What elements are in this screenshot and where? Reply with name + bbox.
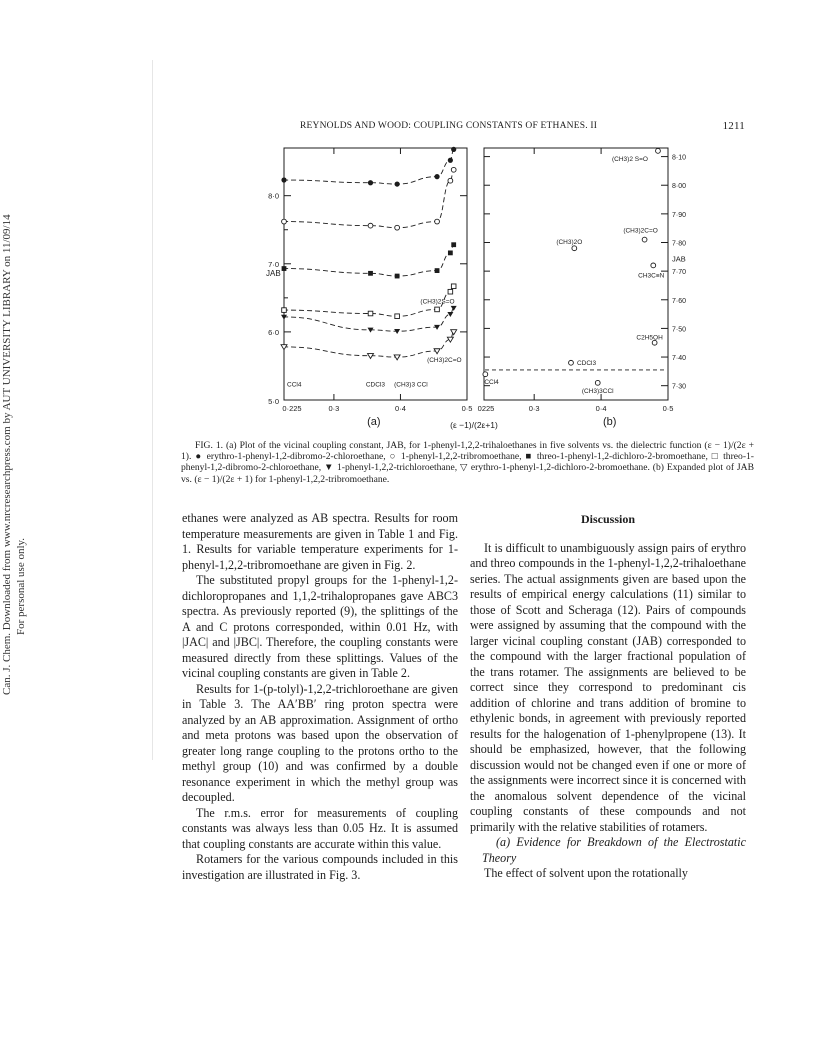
right-paragraph: The effect of solvent upon the rotationally bbox=[484, 866, 688, 880]
open-circle-marker bbox=[448, 178, 453, 183]
running-header bbox=[300, 121, 745, 137]
right-column bbox=[470, 511, 746, 882]
filled-circle-marker bbox=[434, 174, 439, 179]
panel-b-y-tick-label: 7·60 bbox=[672, 297, 687, 305]
panel-a-x-tick-label: 0·4 bbox=[395, 404, 406, 413]
left-paragraph: Results for 1-(p-tolyl)-1,2,2-trichloroethane are given in Table 3. The AA′BB′ ring proton spectra were analyzed by an AB approximation. Assignment of ortho and meta protons was based upon the observation of greater long range coupling to the protons ortho to the methyl group (10) and was confirmed by a double resonance experiment in which the methyl group was decoupled. bbox=[182, 681, 458, 804]
left-column bbox=[182, 511, 458, 883]
page-number: 1211 bbox=[722, 120, 745, 132]
left-paragraph: Rotamers for the various compounds included in this investigation are illustrated in Fig. 3. bbox=[182, 852, 458, 882]
panel-b-point bbox=[651, 263, 656, 268]
left-paragraph: ethanes were analyzed as AB spectra. Results for room temperature measurements are given in Table 1 and Fig. 1. Results for variable temperature experiments for 1-phenyl-1,2,2-tribromoethane are given in Fig. 2. bbox=[182, 511, 458, 572]
filled-circle-marker bbox=[281, 177, 286, 182]
figure-1-plots bbox=[238, 143, 708, 438]
panel-b-label: (b) bbox=[603, 416, 617, 428]
left-paragraph: The substituted propyl groups for the 1-phenyl-1,2-dichloropropanes and 1,1,2-trihalopropanes gave ABC3 spectra. As previously reported (9), the splittings of the A and C protons corresponded, within 0.01 Hz, with |JAC| and |JBC|. Therefore, the coupling constants were measured directly from these splittings. Values of the vicinal coupling constants are given in Table 2. bbox=[182, 573, 458, 680]
open-square-marker bbox=[395, 314, 400, 319]
panel-a-trend-curve bbox=[284, 149, 454, 184]
filled-circle-marker bbox=[448, 158, 453, 163]
panel-b-point bbox=[572, 246, 577, 251]
panel-b-point-label: CDCl3 bbox=[576, 359, 597, 367]
panel-b-y-tick-label: 7·90 bbox=[672, 211, 687, 219]
filled-square-marker bbox=[435, 268, 440, 273]
section-heading: Discussion bbox=[580, 512, 636, 526]
filled-circle-marker bbox=[395, 181, 400, 186]
panel-b-point-label: CCl4 bbox=[484, 379, 499, 387]
panel-b-y-tick-label: 7·50 bbox=[672, 326, 687, 334]
figure-1 bbox=[238, 143, 708, 438]
filled-square-marker bbox=[448, 250, 453, 255]
filled-triangle-marker bbox=[451, 306, 457, 311]
open-circle-marker bbox=[435, 219, 440, 224]
panel-b-point-label: CH3C≡N bbox=[638, 272, 665, 280]
panel-b-y-tick-label: 7·80 bbox=[672, 240, 687, 248]
download-notice-line2: For personal use only. bbox=[15, 537, 27, 635]
panel-b-y-tick-label: 8·00 bbox=[672, 183, 687, 191]
download-notice-line1: Can. J. Chem. Downloaded from www.nrcresearchpress.com by AUT UNIVERSITY LIBRARY on 11/09/14 bbox=[1, 214, 13, 695]
download-notice-text bbox=[0, 214, 30, 695]
filled-circle-marker bbox=[368, 180, 373, 185]
open-square-marker bbox=[448, 289, 453, 294]
panel-a-y-tick-label: 7·0 bbox=[268, 259, 279, 269]
figure-caption: FIG. 1. (a) Plot of the vicinal coupling constant, JAB, for 1-phenyl-1,2,2-trihaloethanes in five solvents vs. the dielectric function (ε − 1)/(2ε + 1). ● erythro-1-phenyl-1,2-dibromo-2-chloroethane, ○ 1-phenyl-1,2,2-tribromoethane, ■ threo-1-phenyl-1,2-dichloro-2-bromoethane, □ threo-1-phenyl-1,2-dibromo-2-chloroethane, ▼ 1-phenyl-1,2,2-trichloroethane, ▽ erythro-1-phenyl-1,2-dichloro-2-bromoethane. (b) Expanded plot of JAB vs. (ε − 1)/(2ε + 1) for 1-phenyl-1,2,2-tribromoethane. bbox=[181, 440, 754, 485]
subsection-heading: (a) Evidence for Breakdown of the Electrostatic Theory bbox=[482, 835, 746, 865]
panel-b-point-label: (CH3)2 S=O bbox=[612, 155, 648, 163]
panel-b-y-tick-label: 7·40 bbox=[672, 355, 687, 363]
panel-b-point bbox=[483, 372, 488, 377]
panel-b-point bbox=[595, 380, 600, 385]
panel-b-x-tick-label: 0225 bbox=[477, 404, 495, 413]
panel-a-solvent-label: CDCl3 bbox=[365, 381, 385, 389]
panel-b-y-tick-label: 8·10 bbox=[672, 154, 687, 162]
open-triangle-marker bbox=[451, 330, 457, 335]
panel-b-point-label: (CH3)2C=O bbox=[623, 227, 658, 235]
right-paragraph: It is difficult to unambiguously assign pairs of erythro and threo compounds in the 1-phenyl-1,2,2-trihaloethane series. The actual assignments given are based upon the results of empirical energy calculations (11) similar to those of Scott and Scheraga (12). Pairs of compounds were assigned by assuming that the compound with the larger vicinal coupling constant (JAB) corresponded to the compound with the larger fractional population of the trans rotamer. The assignments are believed to be correct since they correspond to predominant cis addition of chlorine and trans addition of bromine to ethylenic bonds, in agreement with previously reported results for the halogenation of 1-phenylpropene (13). It should be emphasized, however, that the following discussion would not be changed even if one or more of the assignments were incorrect since it is concerned with the anomalous solvent dependence of the vicinal coupling constants of these compounds and not primarily with the relative stabilities of rotamers. bbox=[470, 540, 746, 834]
panel-a-y-tick-label: 6·0 bbox=[268, 327, 279, 337]
open-square-marker bbox=[282, 308, 287, 313]
filled-square-marker bbox=[282, 266, 287, 271]
panel-a-solvent-label: (CH3)2S=O bbox=[420, 298, 455, 306]
panel-b-y-tick-label: 7·70 bbox=[672, 269, 687, 277]
panel-a-solvent-label: (CH3)2C=O bbox=[427, 356, 462, 364]
panel-a-solvent-label: CCl4 bbox=[287, 381, 302, 389]
panel-b-point-label: (CH3)2O bbox=[556, 239, 583, 247]
panel-b-point bbox=[642, 237, 647, 242]
panel-b-y-label: JAB bbox=[672, 254, 686, 264]
panel-a-solvent-label: (CH3)3 CCl bbox=[394, 381, 428, 389]
panel-b-x-tick-label: 0·4 bbox=[595, 404, 607, 413]
panel-a-label: (a) bbox=[367, 416, 381, 428]
filled-circle-marker bbox=[451, 147, 456, 152]
panel-b-x-tick-label: 0·5 bbox=[662, 404, 674, 413]
panel-b-point bbox=[656, 148, 661, 153]
filled-square-marker bbox=[395, 274, 400, 279]
panel-a-x-tick-label: 0·225 bbox=[282, 404, 302, 413]
panel-a-trend-curve bbox=[284, 170, 454, 228]
panel-b-y-tick-label: 7·30 bbox=[672, 383, 687, 391]
left-paragraph: The r.m.s. error for measurements of coupling constants was always less than 0.05 Hz. It is assumed that coupling constants are accurate within this value. bbox=[182, 805, 458, 851]
panel-a-x-tick-label: 0·3 bbox=[328, 404, 340, 413]
panel-a-x-tick-label: 0·5 bbox=[461, 404, 473, 413]
panel-a-y-label: JAB bbox=[266, 269, 281, 279]
x-axis-label: (ε −1)/(2ε+1) bbox=[450, 420, 498, 430]
filled-triangle-marker bbox=[447, 312, 453, 317]
margin-rule bbox=[152, 60, 153, 760]
running-title: REYNOLDS AND WOOD: COUPLING CONSTANTS OF ETHANES. II bbox=[300, 121, 598, 131]
filled-square-marker bbox=[368, 271, 373, 276]
download-notice bbox=[0, 214, 30, 695]
open-circle-marker bbox=[368, 223, 373, 228]
open-square-marker bbox=[451, 284, 456, 289]
panel-b-x-tick-label: 0·3 bbox=[528, 404, 540, 413]
panel-b-point-label: (CH3)3CCl bbox=[581, 387, 614, 395]
open-circle-marker bbox=[395, 225, 400, 230]
panel-a-y-tick-label: 8·0 bbox=[268, 191, 279, 201]
open-circle-marker bbox=[282, 219, 287, 224]
open-circle-marker bbox=[451, 167, 456, 172]
open-square-marker bbox=[435, 307, 440, 312]
filled-square-marker bbox=[451, 242, 456, 247]
panel-a-y-tick-label: 5·0 bbox=[268, 397, 279, 406]
panel-b-point-label: C2H5OH bbox=[636, 334, 663, 342]
panel-b-point bbox=[569, 360, 574, 365]
open-square-marker bbox=[368, 311, 373, 316]
